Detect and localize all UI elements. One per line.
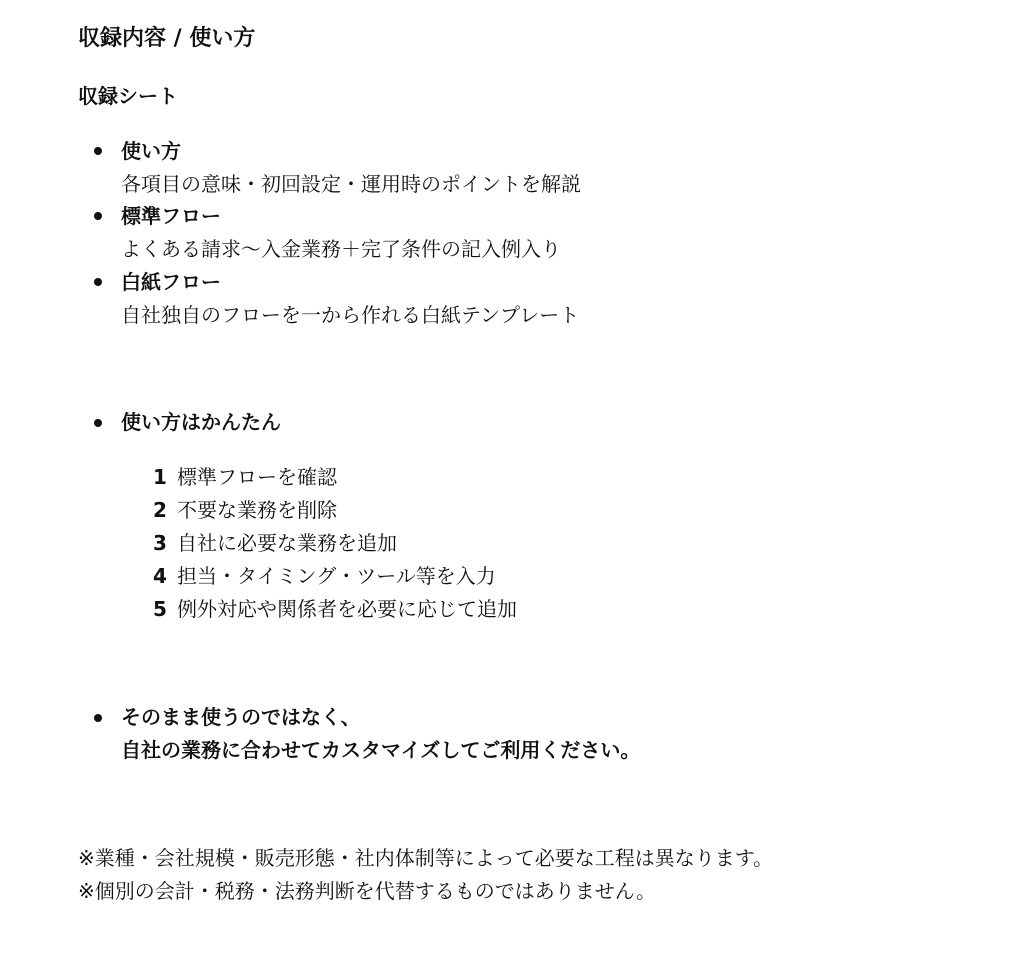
howto-step	[153, 593, 517, 626]
howto-heading: 使い方はかんたん	[121, 410, 281, 434]
step-text: 自社に必要な業務を追加	[177, 531, 397, 555]
step-number: 2	[153, 498, 167, 522]
sheet-item-label: 使い方	[121, 139, 181, 163]
step-text: 標準フローを確認	[177, 465, 337, 489]
sheet-item-label: 白紙フロー	[121, 270, 221, 294]
sheet-item-label: 標準フロー	[121, 204, 221, 228]
step-number: 3	[153, 531, 167, 555]
section-subtitle: 収録シート	[78, 84, 178, 108]
advice-line: 自社の業務に合わせてカスタマイズしてご利用ください。	[121, 738, 641, 762]
howto-step	[153, 494, 517, 527]
howto-step	[153, 527, 517, 560]
step-number: 1	[153, 465, 167, 489]
bullet-icon	[94, 147, 102, 155]
howto-steps-list	[153, 461, 517, 626]
step-text: 例外対応や関係者を必要に応じて追加	[177, 597, 517, 621]
step-number: 5	[153, 597, 167, 621]
bullet-icon	[94, 278, 102, 286]
sheet-item-usage	[121, 135, 581, 201]
note-line: ※業種・会社規模・販売形態・社内体制等によって必要な工程は異なります。	[78, 846, 774, 870]
step-number: 4	[153, 564, 167, 588]
note-line: ※個別の会計・税務・法務判断を代替するものではありません。	[78, 879, 656, 903]
advice-block	[121, 701, 640, 767]
howto-heading-block	[121, 406, 281, 439]
step-text: 担当・タイミング・ツール等を入力	[177, 564, 496, 588]
bullet-icon	[94, 419, 102, 427]
howto-step	[153, 560, 517, 593]
advice-line: そのまま使うのではなく、	[121, 705, 361, 729]
sheet-item-description: 自社独自のフローを一から作れる白紙テンプレート	[121, 303, 580, 327]
bullet-icon	[94, 714, 102, 722]
bullet-icon	[94, 212, 102, 220]
page-title: 収録内容 / 使い方	[78, 26, 256, 51]
howto-step	[153, 461, 517, 494]
sheet-item-blank-flow	[121, 266, 579, 332]
sheet-item-description: 各項目の意味・初回設定・運用時のポイントを解説	[121, 172, 581, 196]
sheet-item-standard-flow	[121, 200, 561, 266]
sheet-item-description: よくある請求～入金業務＋完了条件の記入例入り	[121, 237, 561, 261]
step-text: 不要な業務を削除	[177, 498, 337, 522]
notes-block	[78, 842, 773, 908]
